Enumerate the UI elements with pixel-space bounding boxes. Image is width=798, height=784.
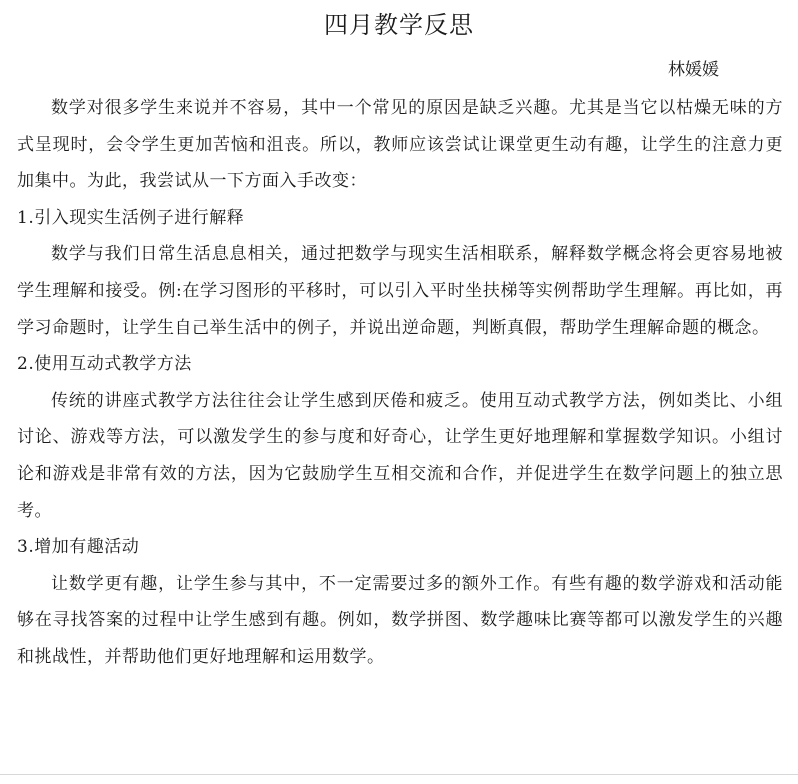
intro-paragraph: 数学对很多学生来说并不容易，其中一个常见的原因是缺乏兴趣。尤其是当它以枯燥无味的方式呈现时，会令学生更加苦恼和沮丧。所以，教师应该尝试让课堂更生动有趣，让学生的注意力更加集中。为此，我尝试从一下方面入手改变： — [17, 98, 783, 192]
author-name: 林媛媛 — [668, 60, 719, 80]
document-title: 四月教学反思 — [324, 11, 474, 39]
section-paragraph-2: 传统的讲座式教学方法往往会让学生感到厌倦和疲乏。使用互动式教学方法，例如类比、小组讨论、游戏等方法，可以激发学生的参与度和好奇心，让学生更好地理解和掌握数学知识。小组讨论和游戏是非常有效的方法，因为它鼓励学生互相交流和合作，并促进学生在数学问题上的独立思考。 — [17, 390, 783, 521]
section-heading-3: 3.增加有趣活动 — [17, 537, 140, 558]
section-heading-2: 2.使用互动式教学方法 — [17, 354, 192, 375]
page-bottom-divider — [0, 774, 798, 775]
section-paragraph-3: 让数学更有趣，让学生参与其中，不一定需要过多的额外工作。有些有趣的数学游戏和活动能够在寻找答案的过程中让学生感到有趣。例如，数学拼图、数学趣味比赛等都可以激发学生的兴趣和挑战性，并帮助他们更好地理解和运用数学。 — [17, 573, 783, 667]
section-paragraph-1: 数学与我们日常生活息息相关，通过把数学与现实生活相联系，解释数学概念将会更容易地被学生理解和接受。例:在学习图形的平移时，可以引入平时坐扶梯等实例帮助学生理解。再比如，再学习命题时，让学生自己举生活中的例子，并说出逆命题，判断真假，帮助学生理解命题的概念。 — [17, 244, 783, 338]
document-body — [17, 90, 783, 676]
section-heading-1: 1.引入现实生活例子进行解释 — [17, 207, 245, 228]
